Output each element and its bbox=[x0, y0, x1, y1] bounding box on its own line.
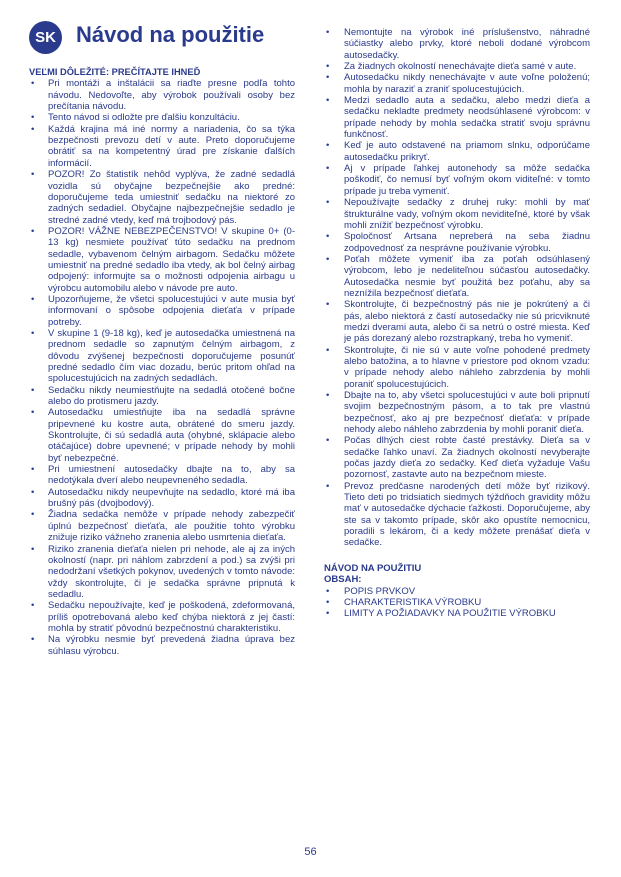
list-item: • Autosedačku nikdy nenechávajte v aute voľne položenú; mohla by naraziť a zraniť spolucestujúcich. bbox=[324, 72, 590, 95]
list-item: • V skupine 1 (9-18 kg), keď je autosedačka umiestnená na prednom sedadle so zapnutým čelným airbagom, z dôvodu zvýšenej bezpečnosti doporučujeme posunúť predné sedadlo čím viac dozadu, berúc pritom ohľad na spolucestujúcich na zadných sedadlách. bbox=[29, 328, 295, 385]
contents-item: • CHARAKTERISTIKA VÝROBKU bbox=[324, 597, 590, 608]
list-item: • Spoločnosť Artsana nepreberá na seba žiadnu zodpovednosť za nesprávne používanie výrobku. bbox=[324, 231, 590, 254]
list-item: • Sedačku nepoužívajte, keď je poškodená, zdeformovaná, príliš opotrebovaná alebo keď chýba niektorá z jej častí: mohla by stratiť pôvodnú bezpečnostnú charakteristiku. bbox=[29, 600, 295, 634]
list-item: • Autosedačku nikdy neupevňujte na sedadlo, ktoré má iba brušný pás (dvojbodový). bbox=[29, 487, 295, 510]
contents-item: • POPIS PRVKOV bbox=[324, 586, 590, 597]
right-warning-list bbox=[324, 27, 590, 549]
list-item: • Autosedačku umiestňujte iba na sedadlá správne pripevnené ku kostre auta, obrátené do smeru jazdy. Skontrolujte, či sú sedadlá auta (ohybné, sklápacie alebo otáčajúce) dobre upevnené; v prípade nehody by mohli byť nebezpečné. bbox=[29, 407, 295, 464]
list-item: • Dbajte na to, aby všetci spolucestujúci v aute boli pripnutí svojim bezpečnostným pásom, a to tak pre vlastnú bezpečnosť, ako aj pre bezpečnosť dieťaťa: v prípade nehody alebo náhleho zabrzdenia by mohli poraniť dieťa. bbox=[324, 390, 590, 435]
list-item: • Aj v prípade ľahkej autonehody sa môže sedačka poškodiť, čo nemusí byť voľným okom viditeľné: v tomto prípade ju treba vymeniť. bbox=[324, 163, 590, 197]
page-number: 56 bbox=[304, 846, 317, 858]
list-item: • Sedačku nikdy neumiestňujte na sedadlá otočené bočne alebo do protismeru jazdy. bbox=[29, 385, 295, 408]
list-item: • Tento návod si odložte pre ďalšiu konzultáciu. bbox=[29, 112, 295, 123]
section-title: NÁVOD NA POUŽITIU bbox=[324, 562, 422, 574]
list-item: • Za žiadnych okolností nenechávajte dieťa samé v aute. bbox=[324, 61, 590, 72]
left-warning-list bbox=[29, 78, 295, 657]
list-item: • Na výrobku nesmie byť prevedená žiadna úprava bez súhlasu výrobcu. bbox=[29, 634, 295, 657]
list-item: • Poťah môžete vymeniť iba za poťah odsúhlasený výrobcom, lebo je nedeliteľnou súčasťou autosedačky. Autosedačka nesmie byť použitá bez poťahu, aby sa neznížila bezpečnosť dieťaťa. bbox=[324, 254, 590, 299]
list-item: • Nepoužívajte sedačky z druhej ruky: mohli by mať štrukturálne vady, voľným okom neviditeľné, ktoré by však mohli znížiť bezpečnosť výrobku. bbox=[324, 197, 590, 231]
list-item: • Prevoz predčasne narodených detí môže byť rizikový. Tieto deti po tridsiatich siedmych týždňoch gravidity môžu mať v autosedačke dýchacie ťažkosti. Doporučujeme, aby ste sa v takomto prípade, skôr ako opustíte nemocnicu, poradili s lekárom, či a kedy môžete prenášať dieťa v sedačke. bbox=[324, 481, 590, 549]
contents-label: OBSAH: bbox=[324, 574, 362, 586]
list-item: • Každá krajina má iné normy a nariadenia, čo sa týka bezpečnosti prevozu detí v aute. Preto doporučujeme obrátiť sa na kompetentný úrad pre získanie ďalších informácií. bbox=[29, 124, 295, 169]
list-item: • Medzi sedadlo auta a sedačku, alebo medzi dieťa a sedačku nekladte predmety neodsúhlasené výrobcom: v prípade nehody by mohla sedačka stratiť svoju správnu funkčnosť. bbox=[324, 95, 590, 140]
list-item: • POZOR! Zo štatistík nehôd vyplýva, že zadné sedadlá vozidla sú obyčajne bezpečnejšie ako predné: doporučujeme teda umiestniť sedačku na niektoré zo zadných sedadiel. Obyčajne najbezpečnejšie sedadlo je stredné zadné vtedy, keď má trojbodový pás. bbox=[29, 169, 295, 226]
list-item: • Riziko zranenia dieťaťa nielen pri nehode, ale aj za iných okolností (napr. pri náhlom zabrzdení a pod.) sa zvýši pri nedodržaní všetkých pokynov, uvedených v tomto návode: vždy skontrolujte, či je sedačka správne pripnutá k sedadlu. bbox=[29, 544, 295, 601]
contents-list bbox=[324, 586, 590, 620]
page-title: Návod na použitie bbox=[76, 22, 265, 47]
list-item: • Skontrolujte, či nie sú v aute voľne pohodené predmety alebo batožina, a to hlavne v priestore pod oknom vzadu: v prípade nehody alebo náhleho zabrzdenia by mohli poraniť spolucestujúcich. bbox=[324, 345, 590, 390]
list-item: • Pri montáži a inštalácii sa riaďte presne podľa tohto návodu. Nedovoľte, aby výrobok používali osoby bez prečítania návodu. bbox=[29, 78, 295, 112]
list-item: • Keď je auto odstavené na priamom slnku, odporúčame autosedačku prikryť. bbox=[324, 140, 590, 163]
contents-item: • LIMITY A POŽIADAVKY NA POUŽITIE VÝROBKU bbox=[324, 608, 590, 619]
instructions-section bbox=[324, 563, 590, 620]
list-item: • Nemontujte na výrobok iné príslušenstvo, náhradné súčiastky alebo prvky, ktoré neboli dodané výrobcom autosedačky. bbox=[324, 27, 590, 61]
left-column bbox=[29, 67, 295, 657]
list-item: • POZOR! VÁŽNE NEBEZPEČENSTVO! V skupine 0+ (0-13 kg) nesmiete používať túto sedačku na prednom sedadle, vybavenom čelným airbagom. Sedačku môžete umiestniť na predné sedadlo iba vtedy, ak bol čelný airbag odpojený: informujte sa o možnosti odpojenia airbagu u výrobcu automobilu alebo v návode pre auto. bbox=[29, 226, 295, 294]
list-item: • Počas dlhých ciest robte časté prestávky. Dieťa sa v sedačke ľahko unaví. Za žiadnych okolností nevyberajte počas jazdy dieťa zo sedačky. Keď dieťa vyžaduje Vašu pozornosť, zastavte auto na bezpečnom mieste. bbox=[324, 435, 590, 480]
important-heading: VEĽMI DÔLEŽITÉ: PREČÍTAJTE IHNEĎ bbox=[29, 67, 201, 77]
list-item: • Upozorňujeme, že všetci spolucestujúci v aute musia byť informovaní o spôsobe odpojenia dieťaťa v prípade potreby. bbox=[29, 294, 295, 328]
right-column bbox=[324, 27, 590, 620]
list-item: • Skontrolujte, či bezpečnostný pás nie je pokrútený a či pás, alebo niektorá z častí autosedačky nie sú pricviknuté medzi dverami auta, alebo či sa netrú o ostré miesta. Keď je pás dorezaný alebo rozstrapkaný, treba ho vymeniť. bbox=[324, 299, 590, 344]
language-badge: SK bbox=[29, 21, 62, 54]
list-item: • Pri umiestnení autosedačky dbajte na to, aby sa nedotýkala dverí alebo neupevneného sedadla. bbox=[29, 464, 295, 487]
list-item: • Žiadna sedačka nemôže v prípade nehody zabezpečiť úplnú bezpečnosť dieťaťa, ale použitie tohto výrobku znižuje riziko vážneho zranenia alebo usmrtenia dieťaťa. bbox=[29, 509, 295, 543]
